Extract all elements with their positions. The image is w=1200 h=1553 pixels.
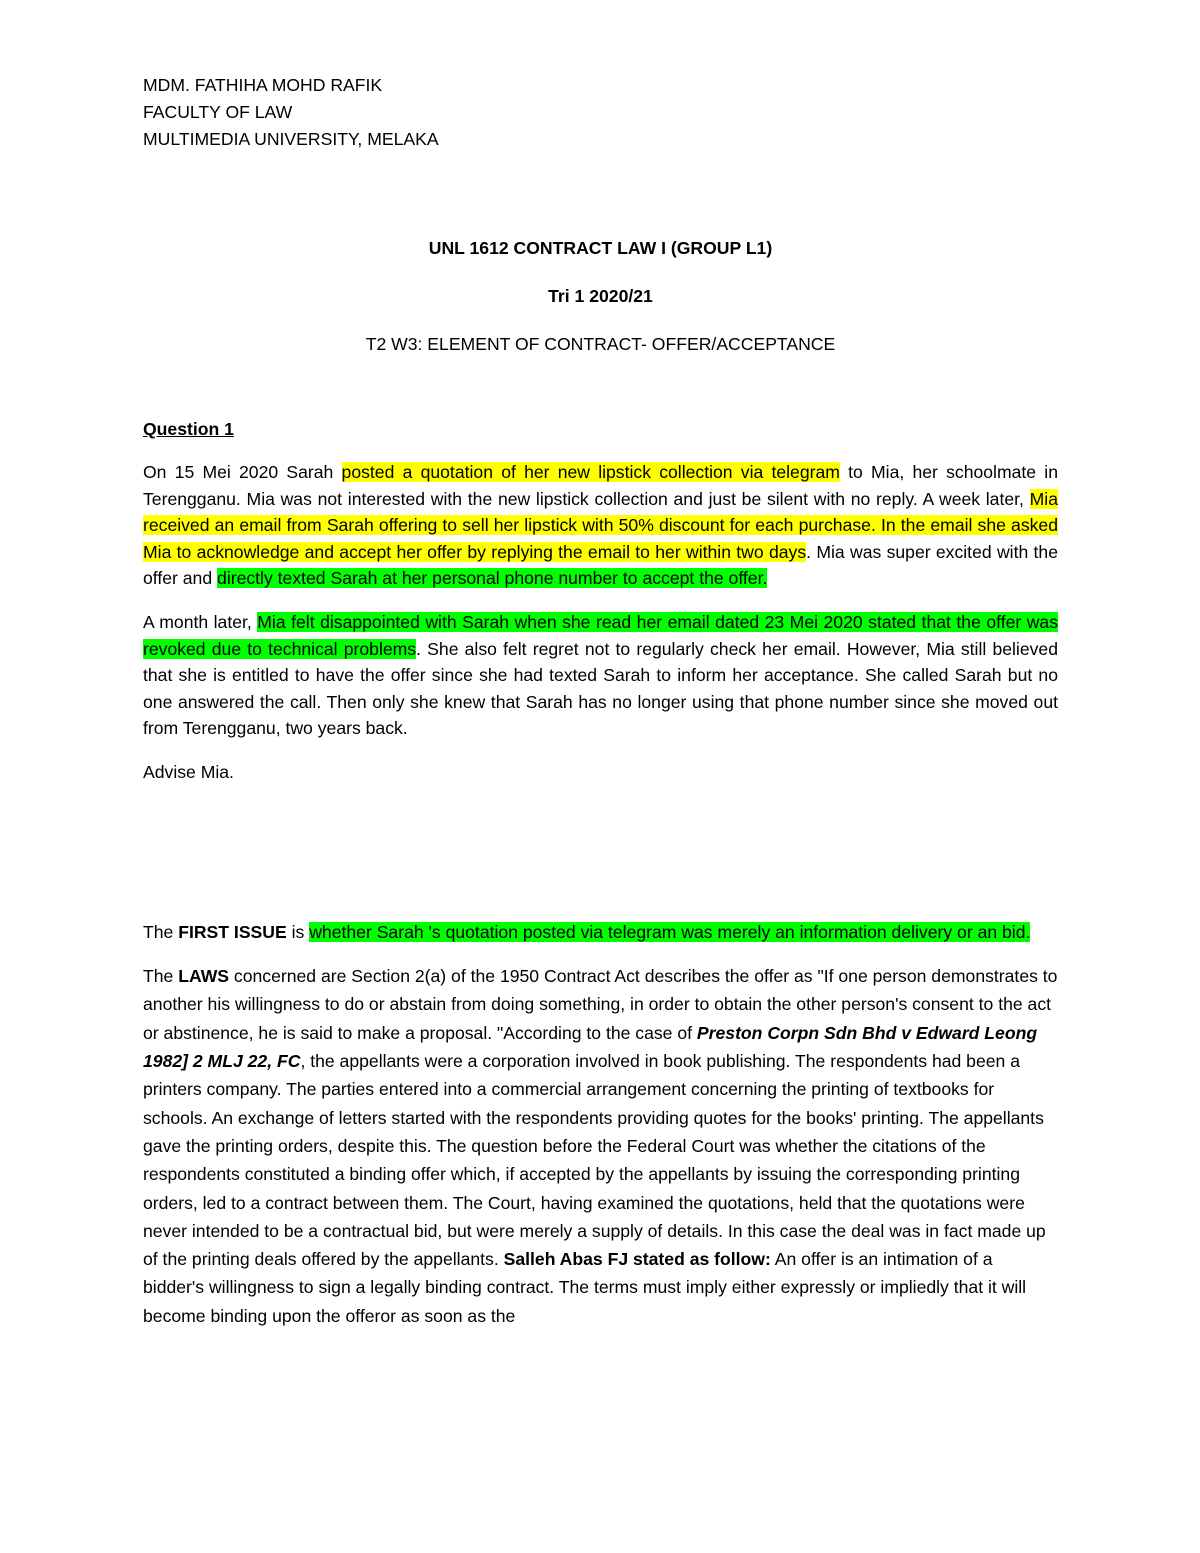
q1-highlight-acceptance: directly texted Sarah at her personal phone number to accept the offer. — [217, 568, 768, 589]
faculty-name: FACULTY OF LAW — [143, 102, 293, 122]
issue-text-2: is — [286, 921, 310, 942]
q1-text-3: . Mia was super excited with the offer and — [143, 541, 1058, 589]
laws-text-3: , the appellants were a corporation involved in book publishing. The respondents had been a printers company. The parties entered into a commercial arrangement concerning the printing of textbooks for schools. An exchange of letters started with the respondents providing quotes for the books' printing. The appellants gave the printing orders, despite this. The question before the Federal Court was whether the citations of the respondents constituted a binding offer which, if accepted by the appellants by issuing the corresponding printing orders, led to a contract between them. The Court, having examined the quotations, held that the quotations were never intended to be a contractual bid, but were merely a supply of details. In this case the deal was in fact made up of the printing deals offered by the appellants. — [143, 1051, 1046, 1270]
author-block — [143, 72, 1058, 153]
topic-title: T2 W3: ELEMENT OF CONTRACT- OFFER/ACCEPTANCE — [365, 334, 836, 354]
title-block — [143, 235, 1058, 358]
laws-text-4: An offer is an intimation of a bidder's willingness to sign a legally binding contract. The terms must imply either expressly or impliedly that it will become binding upon the offeror as soon as the — [143, 1249, 1027, 1326]
author-name: MDM. FATHIHA MOHD RAFIK — [143, 75, 383, 95]
q1-highlight-email-offer: Mia received an email from Sarah offering to sell her lipstick with 50% discount for each purchase. In the email she asked Mia to acknowledge and accept her offer by replying the email to her within two days — [143, 488, 1058, 562]
document-body — [143, 72, 1058, 1330]
question-paragraph-2 — [143, 609, 1058, 742]
university-name: MULTIMEDIA UNIVERSITY, MELAKA — [143, 129, 439, 149]
q1-highlight-quotation: posted a quotation of her new lipstick collection via telegram — [341, 462, 840, 482]
question-paragraph-1 — [143, 459, 1058, 592]
laws-text-2: concerned are Section 2(a) of the 1950 Contract Act describes the offer as "If one person demonstrates to another his willingness to do or abstain from doing something, in order to obtain the other person's consent to the act or abstinence, he is said to make a proposal. "According to the case of — [143, 966, 1058, 1043]
q2-text-2: . She also felt regret not to regularly check her email. However, Mia still believed that she is entitled to have the offer since she had texted Sarah to inform her acceptance. She called Sarah but no one answered the call. Then only she knew that Sarah has no longer using that phone number since she moved out from Terengganu, two years back. — [143, 638, 1058, 739]
laws-text-1: The — [143, 966, 179, 987]
q1-text-1: On 15 Mei 2020 Sarah — [143, 462, 342, 482]
case-citation: Preston Corpn Sdn Bhd v Edward Leong 1982] 2 MLJ 22, FC — [143, 1022, 1038, 1072]
issue-label: FIRST ISSUE — [178, 921, 287, 942]
course-title: UNL 1612 CONTRACT LAW I (GROUP L1) — [428, 238, 773, 258]
first-issue-paragraph — [143, 919, 1058, 946]
question-paragraph-3: Advise Mia. — [143, 761, 234, 782]
laws-paragraph — [143, 962, 1058, 1330]
issue-text-1: The — [143, 921, 179, 942]
judge-statement-label: Salleh Abas FJ stated as follow: — [503, 1249, 771, 1270]
q1-text-2: to Mia, her schoolmate in Terengganu. Mia was not interested with the new lipstick collection and just be silent with no reply. A week later, — [143, 462, 1058, 509]
question-heading: Question 1 — [143, 419, 234, 439]
q2-highlight-revocation: Mia felt disappointed with Sarah when she read her email dated 23 Mei 2020 stated that the offer was revoked due to technical problems — [143, 611, 1058, 659]
q2-text-1: A month later, — [143, 611, 258, 632]
laws-label: LAWS — [178, 966, 230, 987]
term-title: Tri 1 2020/21 — [548, 286, 653, 306]
issue-highlight: whether Sarah 's quotation posted via telegram was merely an information delivery or an bid. — [309, 921, 1031, 942]
